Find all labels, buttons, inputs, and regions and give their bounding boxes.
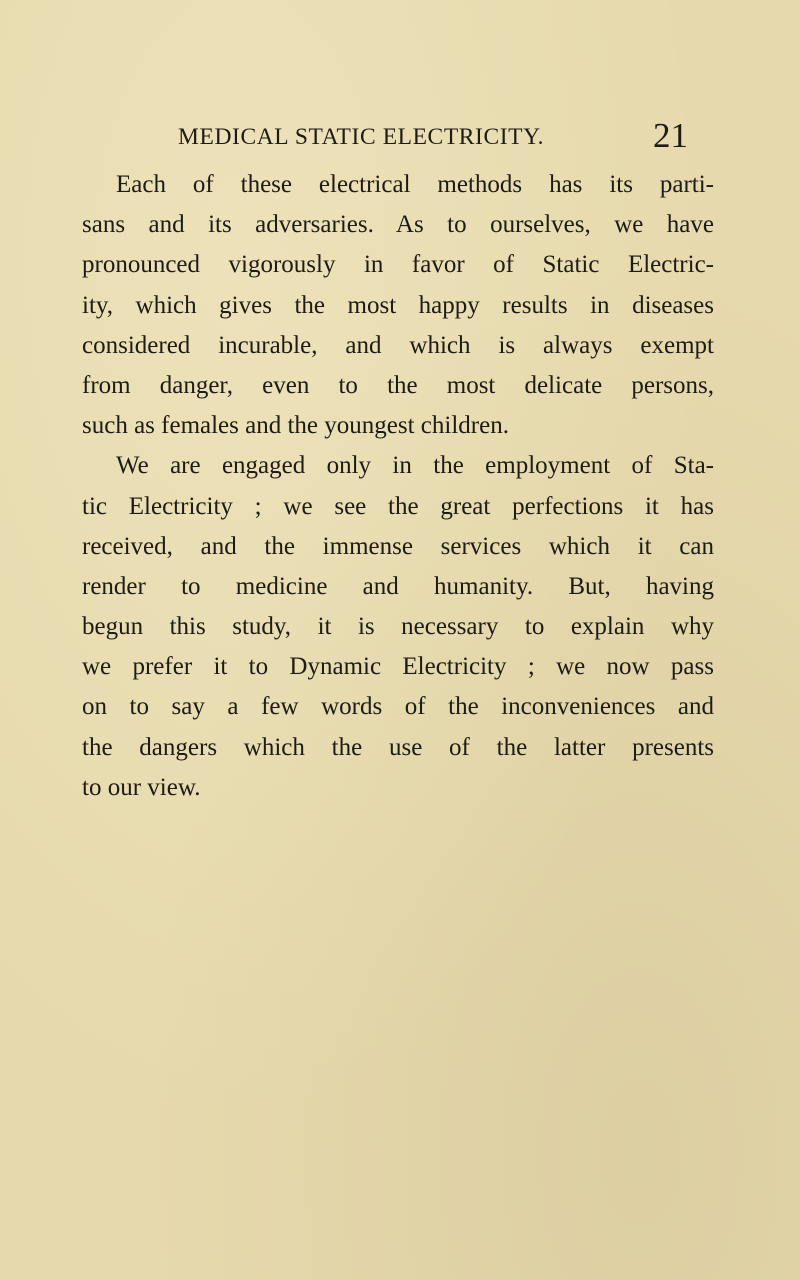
body-text: [82, 165, 714, 808]
running-header: [178, 116, 688, 156]
paragraph-1: [82, 165, 714, 446]
text-line: We are engaged only in the employment of Sta-: [116, 452, 714, 480]
text-line: sans and its adversaries. As to ourselves, we have: [82, 211, 714, 239]
text-line: to our view.: [82, 773, 201, 801]
paragraph-2: [82, 446, 714, 808]
text-line: received, and the immense services which it can: [82, 532, 714, 560]
text-line: on to say a few words of the inconveniences and: [82, 693, 714, 721]
text-line: from danger, even to the most delicate persons,: [82, 371, 714, 399]
running-title: MEDICAL STATIC ELECTRICITY.: [178, 124, 545, 150]
text-line: begun this study, it is necessary to explain why: [82, 613, 714, 641]
text-line: considered incurable, and which is always exempt: [82, 331, 714, 359]
text-line: we prefer it to Dynamic Electricity ; we now pass: [82, 653, 714, 681]
text-line: tic Electricity ; we see the great perfections it has: [82, 492, 714, 520]
page-number: 21: [653, 116, 688, 155]
text-line: render to medicine and humanity. But, having: [82, 572, 714, 600]
text-line: ity, which gives the most happy results in diseases: [82, 291, 714, 319]
text-line: pronounced vigorously in favor of Static Electric-: [82, 251, 714, 279]
text-line: the dangers which the use of the latter presents: [82, 733, 714, 761]
text-line: such as females and the youngest children.: [82, 412, 509, 440]
text-line: Each of these electrical methods has its parti-: [116, 171, 714, 198]
